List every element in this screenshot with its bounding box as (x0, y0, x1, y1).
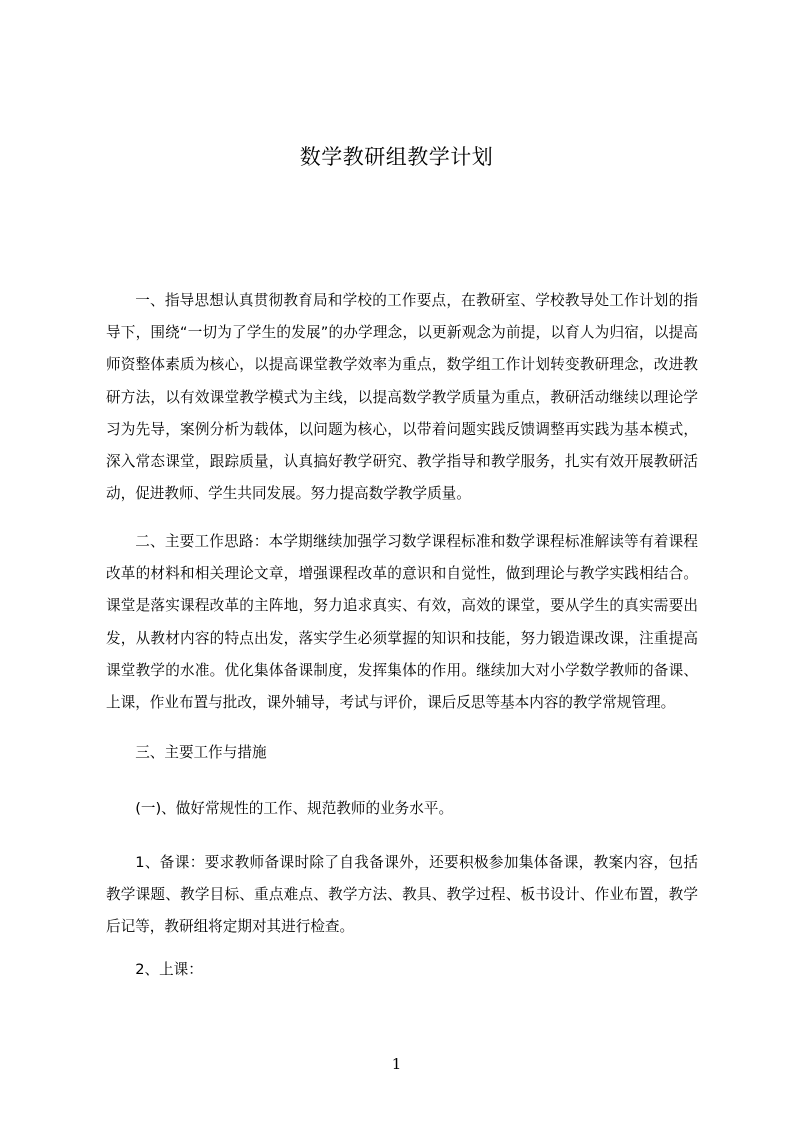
subsection-heading-routine-work: (一)、做好常规性的工作、规范教师的业务水平。 (135, 800, 454, 817)
page-number: 1 (391, 1055, 402, 1073)
paragraph-work-approach: 二、主要工作思路：本学期继续加强学习数学课程标准和数学课程标准解读等有着课程改革的材料和相关理论文章，增强课程改革的意识和自觉性，做到理论与教学实践相结合。课堂是落实课程改革的主阵地，努力追求真实、有效，高效的课堂，要从学生的真实需要出发，从教材内容的特点出发，落实学生必须掌握的知识和技能，努力锻造课改课，注重提高课堂教学的水准。优化集体备课制度，发挥集体的作用。继续加大对小学数学教师的备课、上课，作业布置与批改，课外辅导，考试与评价，课后反思等基本内容的教学常规管理。 (106, 533, 698, 712)
paragraph-guiding-ideology: 一、指导思想认真贯彻教育局和学校的工作要点，在教研室、学校教导处工作计划的指导下，围绕“一切为了学生的发展”的办学理念，以更新观念为前提，以育人为归宿，以提高师资整体素质为核心，以提高课堂教学效率为重点，数学组工作计划转变教研理念，改进教研方法，以有效课堂教学模式为主线，以提高数学教学质量为重点，教研活动继续以理论学习为先导，案例分析为载体，以问题为核心，以带着问题实践反馈调整再实践为基本模式，深入常态课堂，跟踪质量，认真搞好教学研究、教学指导和教学服务，扎实有效开展教研活动，促进教师、学生共同发展。努力提高数学教学质量。 (106, 292, 698, 503)
paragraph-lesson-preparation: 1、备课：要求教师备课时除了自我备课外，还要积极参加集体备课，教案内容，包括教学课题、教学目标、重点难点、教学方法、教具、教学过程、板书设计、作业布置，教学后记等，教研组将定期对其进行检查。 (106, 854, 698, 936)
document-title: 数学教研组教学计划 (299, 145, 494, 169)
section-heading-main-work: 三、主要工作与措施 (135, 744, 267, 761)
item-heading-teaching: 2、上课： (135, 961, 203, 978)
